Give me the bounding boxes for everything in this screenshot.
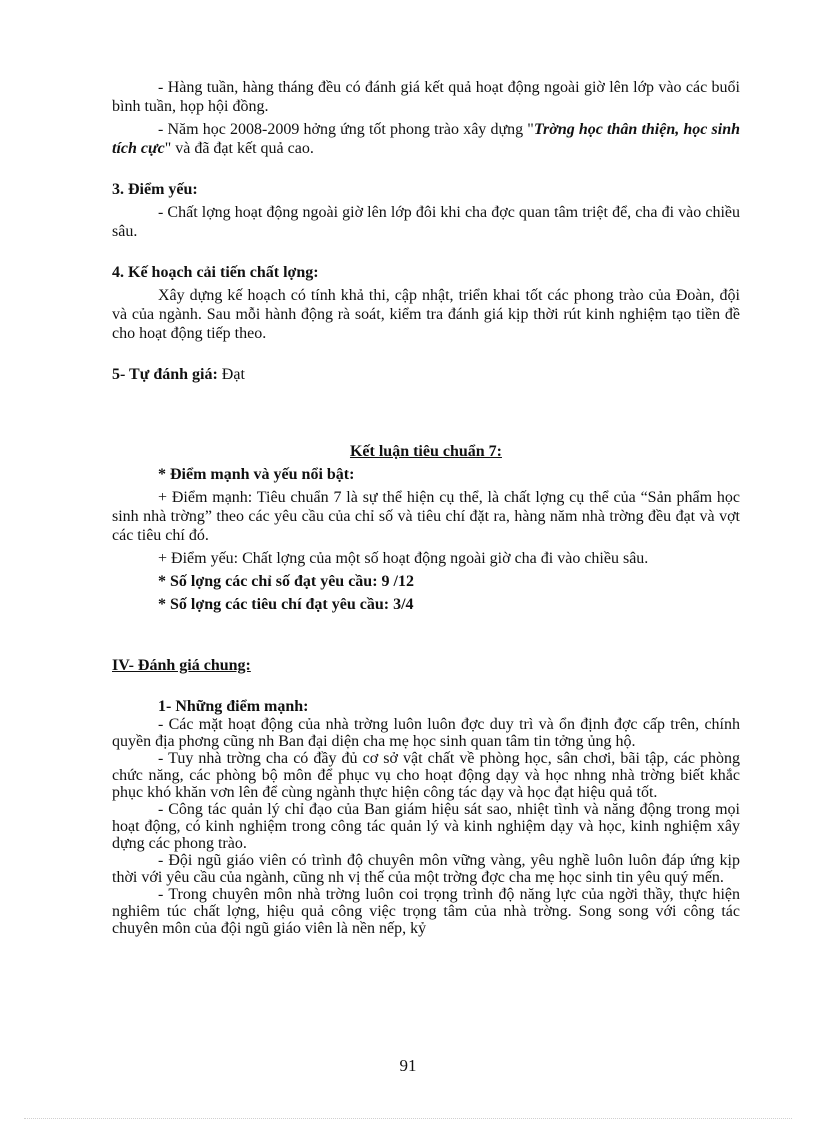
paragraph-strengths: + Điểm mạnh: Tiêu chuẩn 7 là sự thể hiện cụ thể, là chất lợng cụ thể của “Sản phẩm học sinh nhà trờng” theo các yêu cầu của chỉ số và tiêu chí đặt ra, hàng năm nhà trờng đều đạt và vợt các tiêu chí đó.	[112, 489, 740, 544]
movement-name: Trờng học thân thiện, học sinh tích cực	[112, 121, 741, 157]
paragraph-weakness: + Điểm yếu: Chất lợng của một số hoạt động ngoài giờ cha đi vào chiều sâu.	[158, 550, 649, 567]
conclusion-title: Kết luận tiêu chuẩn 7:	[349, 443, 502, 460]
list-item: - Công tác quản lý chỉ đạo của Ban giám hiệu sát sao, nhiệt tình và năng động trong mọi hoạt động, có kinh nghiệm trong công tác quản lý và kinh nghiệm dạy và học, kinh nghiệm xây dựng các phong trào.	[112, 801, 740, 852]
paragraph-school-year-movement: - Năm học 2008-2009 hởng ứng tốt phong trào xây dựng "Trờng học thân thiện, học sinh tích cực" và đã đạt kết quả cao.	[112, 121, 741, 157]
document-page	[112, 78, 740, 937]
strengths-subheading: 1- Những điểm mạnh:	[158, 698, 309, 715]
heading-weaknesses: 3. Điểm yếu:	[112, 181, 198, 198]
indicator-count: * Số lợng các chỉ số đạt yêu cầu: 9 /12	[158, 573, 414, 590]
list-item: - Các mặt hoạt động của nhà trờng luôn luôn đợc duy trì và ổn định đợc cấp trên, chính quyền địa phơng cũng nh Ban đại diện cha mẹ học sinh quan tâm tin tởng ủng hộ.	[112, 716, 740, 750]
paragraph-weekly-evaluation: - Hàng tuần, hàng tháng đều có đánh giá kết quả hoạt động ngoài giờ lên lớp vào các buổi bình tuần, họp hội đồng.	[112, 79, 740, 115]
paragraph-improvement-plan: Xây dựng kế hoạch có tính khả thi, cập nhật, triển khai tốt các phong trào của Đoàn, đội và của ngành. Sau mỗi hành động rà soát, kiểm tra đánh giá kịp thời rút kinh nghiệm tạo tiền đề cho hoạt động tiếp theo.	[112, 287, 740, 342]
list-item: - Tuy nhà trờng cha có đầy đủ cơ sở vật chất về phòng học, sân chơi, bãi tập, các phòng chức năng, các phòng bộ môn để phục vụ cho hoạt động dạy và học nhng nhà trờng biết khắc phục khó khăn vơn lên để cùng ngành thực hiện công tác dạy và học đạt hiệu quả tốt.	[112, 750, 740, 801]
footer-divider	[24, 1118, 792, 1119]
self-assessment-label: 5- Tự đánh giá:	[112, 366, 218, 383]
criteria-count: * Số lợng các tiêu chí đạt yêu cầu: 3/4	[158, 596, 414, 613]
page-number: 91	[399, 1056, 417, 1075]
general-assessment-title: IV- Đánh giá chung:	[112, 657, 251, 674]
heading-improvement-plan: 4. Kế hoạch cải tiến chất lợng:	[112, 264, 319, 281]
self-assessment	[112, 365, 740, 384]
list-item: - Đội ngũ giáo viên có trình độ chuyên môn vững vàng, yêu nghề luôn luôn đáp ứng kịp thời với yêu cầu của ngành, cũng nh vị thế của một trờng đợc cha mẹ học sinh tin yêu quý mến.	[112, 852, 740, 886]
conclusion-subheading: * Điểm mạnh và yếu nổi bật:	[158, 466, 355, 483]
paragraph-weaknesses: - Chất lợng hoạt động ngoài giờ lên lớp đôi khi cha đợc quan tâm triệt để, cha đi vào chiều sâu.	[112, 204, 740, 240]
list-item: - Trong chuyên môn nhà trờng luôn coi trọng trình độ năng lực của ngời thầy, thực hiện nghiêm túc chất lợng, hiệu quả công việc trọng tâm của nhà trờng. Song song với công tác chuyên môn của đội ngũ giáo viên là nền nếp, kỷ	[112, 886, 740, 937]
self-assessment-value: Đạt	[217, 366, 245, 383]
